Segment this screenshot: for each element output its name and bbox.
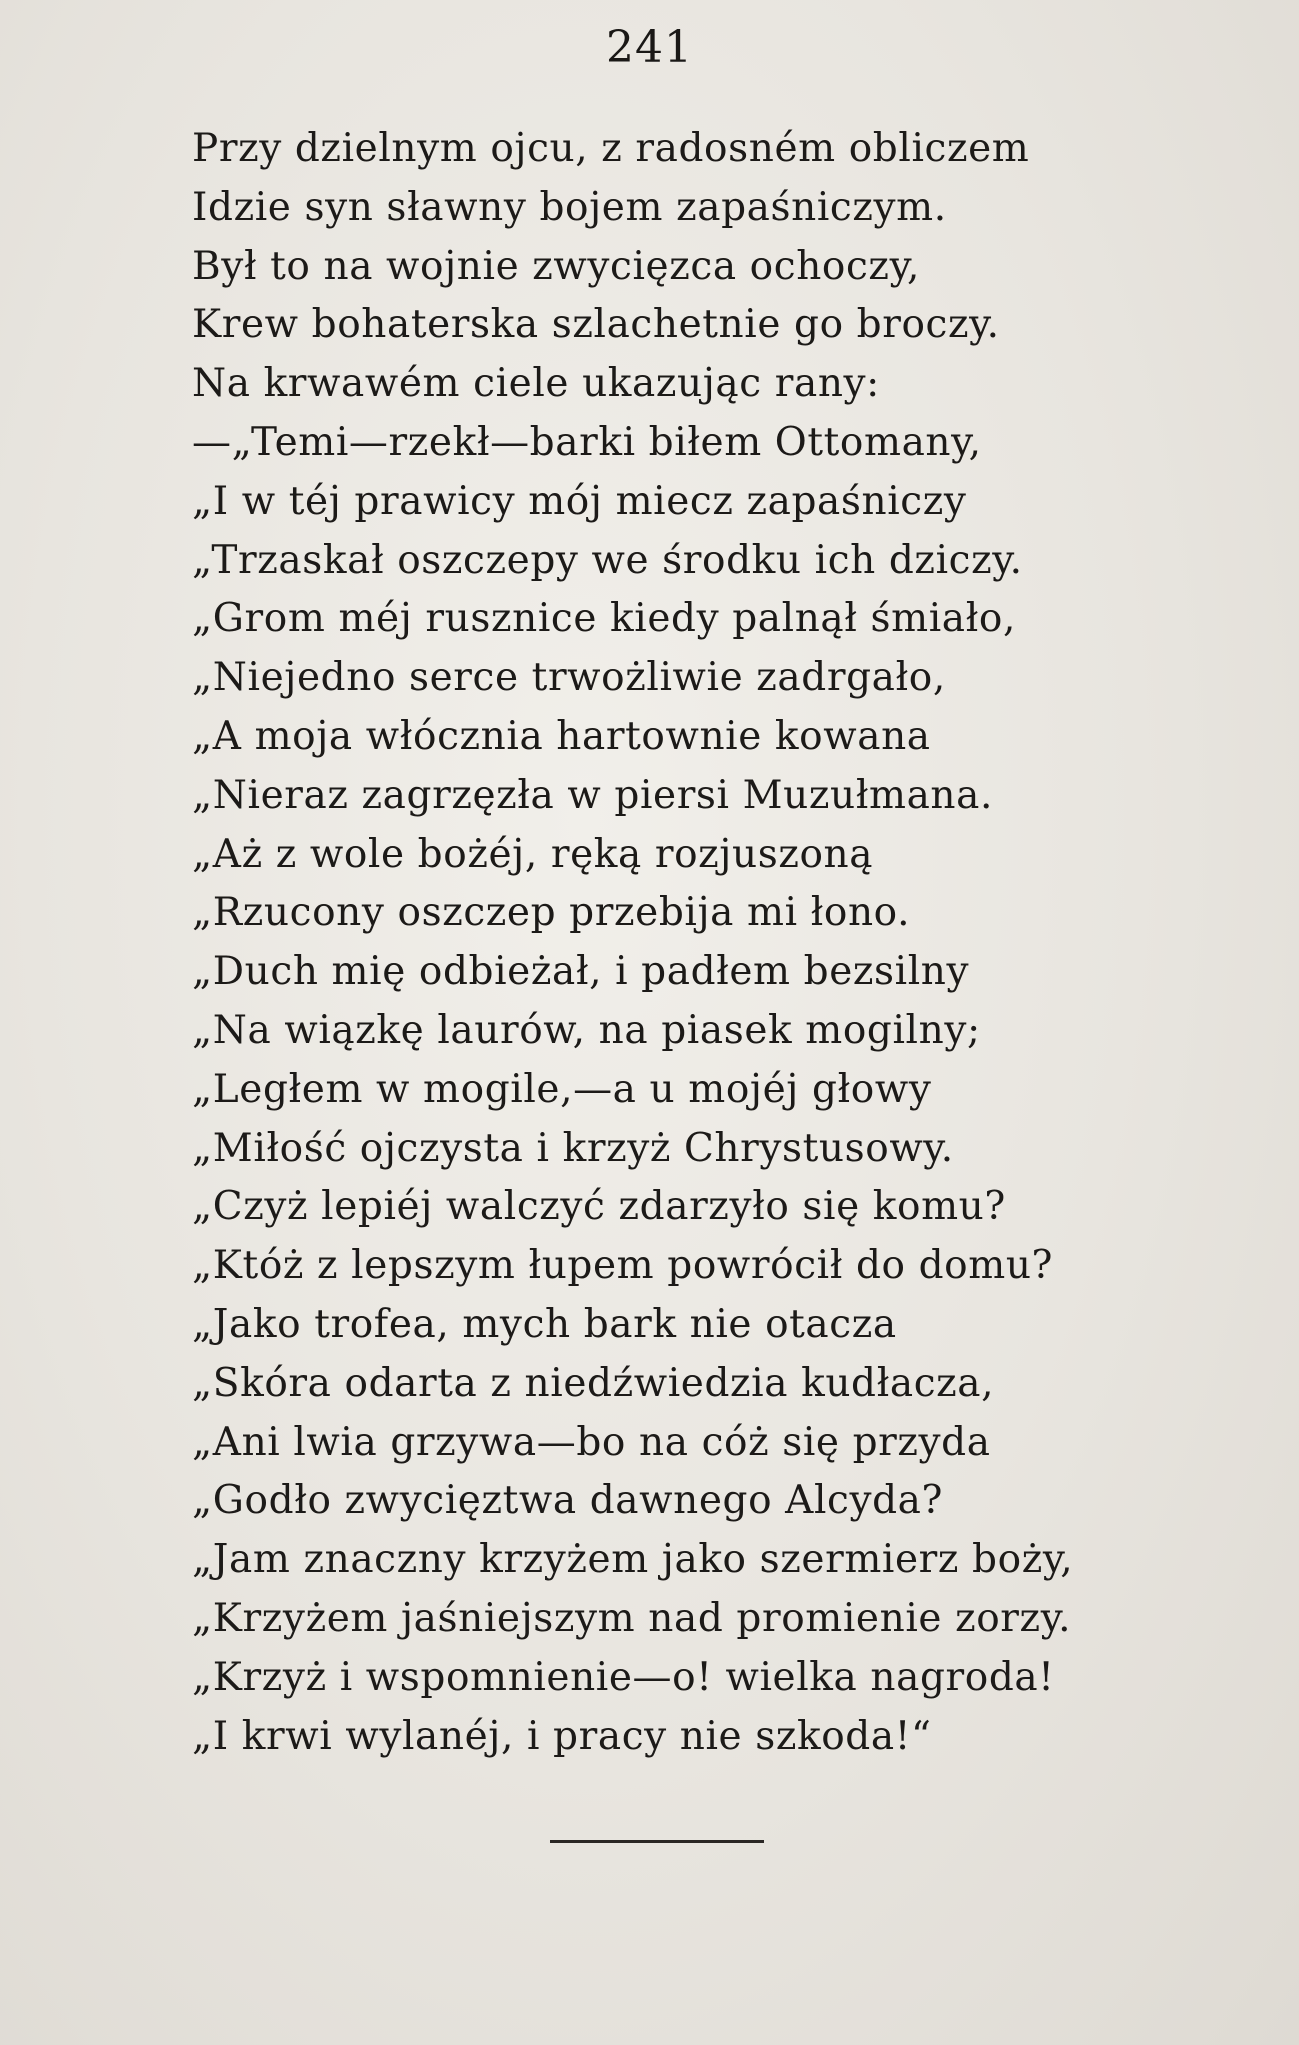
poem-line: „A moja włócznia hartownie kowana	[192, 713, 931, 759]
poem-line: „Na wiązkę laurów, na piasek mogilny;	[192, 1007, 981, 1053]
poem-line: „Jako trofea, mych bark nie otacza	[192, 1301, 897, 1347]
poem-line: Był to na wojnie zwycięzca ochoczy,	[192, 243, 921, 289]
poem-line: Na krwawém ciele ukazując rany:	[192, 361, 880, 407]
poem-line: „Czyż lepiéj walczyć zdarzyło się komu?	[192, 1184, 1006, 1230]
poem-line: „Krzyż i wspomnienie—o! wielka nagroda!	[192, 1654, 1055, 1700]
poem-line: „Któż z lepszym łupem powrócił do domu?	[192, 1243, 1054, 1289]
poem-line: „Aż z wole bożéj, ręką rozjuszoną	[192, 831, 874, 877]
poem-line: „Duch mię odbieżał, i padłem bezsilny	[192, 949, 970, 995]
poem-line: „Jam znaczny krzyżem jako szermierz boży,	[192, 1537, 1074, 1583]
poem-line: „Niejedno serce trwożliwie zadrgało,	[192, 655, 946, 701]
poem-line: „Godło zwycięztwa dawnego Alcyda?	[192, 1478, 944, 1524]
poem-line: „Rzucony oszczep przebija mi łono.	[192, 890, 911, 936]
end-rule	[550, 1840, 764, 1843]
poem-line: „Grom méj rusznice kiedy palnął śmiało,	[192, 596, 1016, 642]
poem-line: Krew bohaterska szlachetnie go broczy.	[192, 302, 1000, 348]
poem-line: —„Temi—rzekł—barki biłem Ottomany,	[192, 419, 982, 465]
poem-line: „I krwi wylanéj, i pracy nie szkoda!“	[192, 1713, 932, 1759]
poem-line: „Trzaskał oszczepy we środku ich dziczy.	[192, 537, 1023, 583]
poem-line: „Ległem w mogile,—a u mojéj głowy	[192, 1066, 932, 1112]
poem-line: „Krzyżem jaśniejszym nad promienie zorzy.	[192, 1595, 1072, 1641]
poem-line: Idzie syn sławny bojem zapaśniczym.	[192, 184, 947, 230]
poem-line: Przy dzielnym ojcu, z radosném obliczem	[192, 126, 1030, 171]
poem-line: „Skóra odarta z niedźwiedzia kudłacza,	[192, 1360, 995, 1406]
poem-line: „Miłość ojczysta i krzyż Chrystusowy.	[192, 1125, 954, 1171]
poem-line: „Ani lwia grzywa—bo na cóż się przyda	[192, 1419, 991, 1465]
poem-line: „I w téj prawicy mój miecz zapaśniczy	[192, 478, 967, 524]
page-number: 241	[606, 22, 693, 73]
poem-line: „Nieraz zagrzęzła w piersi Muzułmana.	[192, 772, 993, 818]
poem-text	[192, 120, 1192, 1766]
